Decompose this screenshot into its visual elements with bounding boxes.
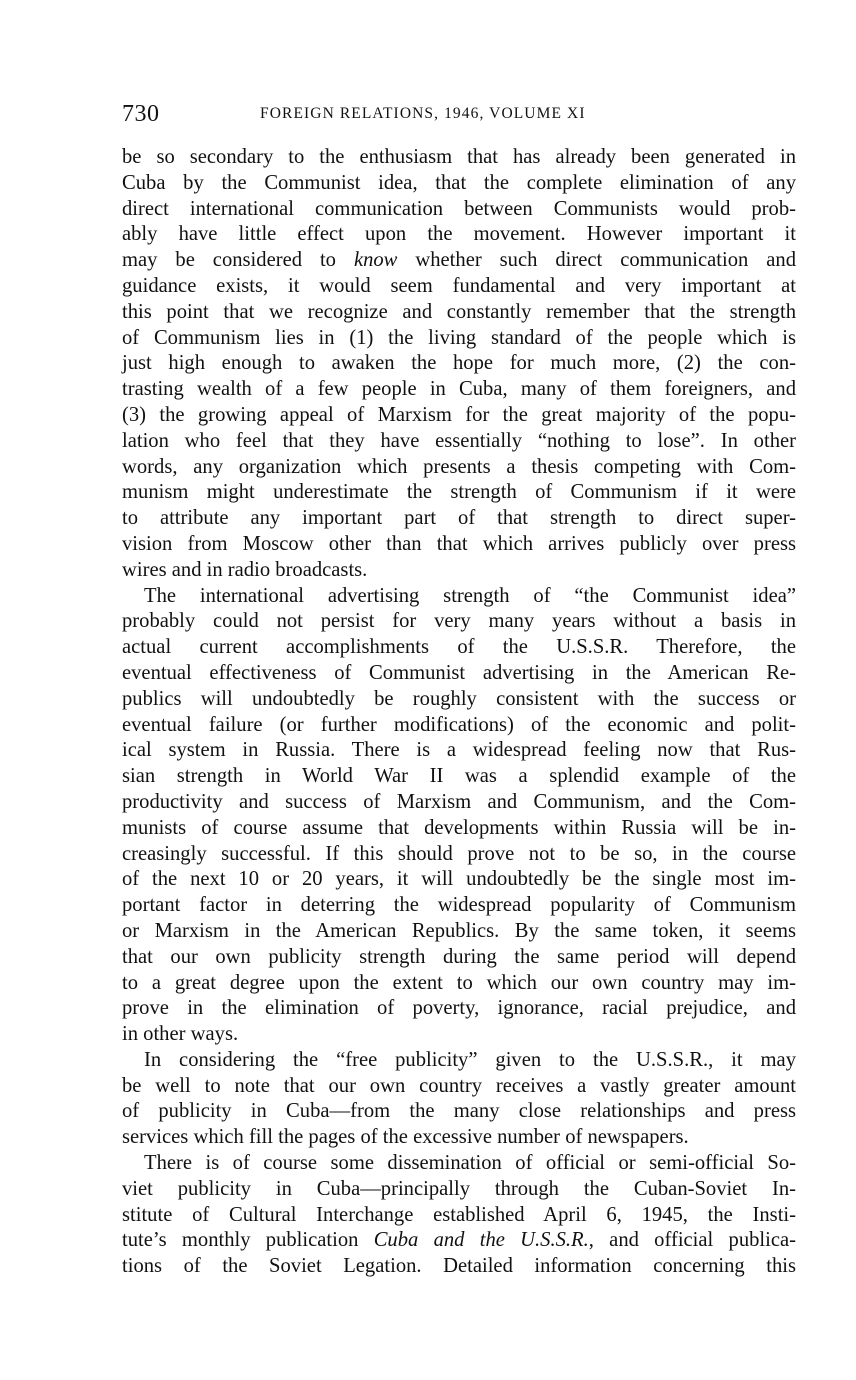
text-line: actual current accomplishments of the U.S.S.R. Therefore, the [122,636,796,659]
text-line: of the next 10 or 20 years, it will undoubtedly be the single most im- [122,868,796,891]
text-line [122,1228,796,1254]
text-line: words, any organization which presents a thesis competing with Com- [122,455,796,478]
text-line: trasting wealth of a few people in Cuba, many of them foreigners, and [122,378,796,401]
text-line: publics will undoubtedly be roughly consistent with the success or [122,687,796,710]
text-line: eventual effectiveness of Communist advertising in the American Re- [122,661,796,684]
text-line: lation who feel that they have essentially “nothing to lose”. In other [122,429,796,452]
text-run: , and official publica- [588,1229,796,1252]
text-line: this point that we recognize and constantly remember that the strength [122,300,796,323]
text-line: probably could not persist for very many years without a basis in [122,610,796,633]
text-line: tions of the Soviet Legation. Detailed information concerning this [122,1255,796,1278]
paragraph [122,1048,796,1151]
running-head [122,97,796,131]
text-line: creasingly successful. If this should prove not to be so, in the course [122,842,796,865]
text-line: to a great degree upon the extent to which our own country may im- [122,971,796,994]
text-line: in other ways. [122,1023,239,1046]
text-line: munism might underestimate the strength of Communism if it were [122,481,796,504]
text-run: whether such direct communication and [397,249,796,272]
text-line: viet publicity in Cuba—principally through the Cuban-Soviet In- [122,1177,796,1200]
italic-text: know [353,249,398,272]
text-line: sian strength in World War II was a splendid example of the [122,765,796,788]
text-line: portant factor in deterring the widespread popularity of Communism [122,894,796,917]
text-line: of Communism lies in (1) the living standard of the people which is [122,326,796,349]
text-line: Cuba by the Communist idea, that the complete elimination of any [122,171,796,194]
text-line: vision from Moscow other than that which arrives publicly over press [122,532,796,555]
text-run: may be considered to [122,249,354,272]
text-line: to attribute any important part of that strength to direct super- [122,507,796,530]
text-line: be well to note that our own country receives a vastly greater amount [122,1074,796,1097]
text-line: services which fill the pages of the excessive number of newspapers. [122,1126,689,1149]
text-line: The international advertising strength of “the Communist idea” [144,584,796,607]
running-title: FOREIGN RELATIONS, 1946, VOLUME XI [260,105,586,122]
text-line: guidance exists, it would seem fundamental and very important at [122,274,796,297]
text-line: ably have little effect upon the movement. However important it [122,223,796,246]
text-line: There is of course some dissemination of official or semi-official So- [144,1152,796,1175]
paragraph [122,584,796,1048]
paragraph [122,1151,796,1280]
text-line: stitute of Cultural Interchange established April 6, 1945, the Insti- [122,1203,796,1226]
text-line: munists of course assume that developments within Russia will be in- [122,816,796,839]
text-line: be so secondary to the enthusiasm that has already been generated in [122,146,796,168]
text-line: prove in the elimination of poverty, ignorance, racial prejudice, and [122,997,796,1020]
body-text [122,145,796,1280]
text-line: productivity and success of Marxism and Communism, and the Com- [122,790,796,813]
text-line: In considering the “free publicity” given to the U.S.S.R., it may [144,1048,796,1071]
italic-text: Cuba and the U.S.S.R. [373,1229,589,1252]
text-run: tute’s monthly publication [122,1229,374,1252]
page-number: 730 [122,101,160,127]
text-line: or Marxism in the American Republics. By the same token, it seems [122,919,796,942]
text-line: that our own publicity strength during the same period will depend [122,945,796,968]
paragraph [122,145,796,584]
text-line: of publicity in Cuba—from the many close relationships and press [122,1100,796,1123]
text-line: just high enough to awaken the hope for much more, (2) the con- [122,352,796,375]
text-line: (3) the growing appeal of Marxism for the great majority of the popu- [122,403,796,426]
text-line [122,248,796,274]
text-line: direct international communication between Communists would prob- [122,197,796,220]
text-line: eventual failure (or further modifications) of the economic and polit- [122,713,796,736]
text-line: wires and in radio broadcasts. [122,558,368,581]
text-line: ical system in Russia. There is a widespread feeling now that Rus- [122,739,796,762]
